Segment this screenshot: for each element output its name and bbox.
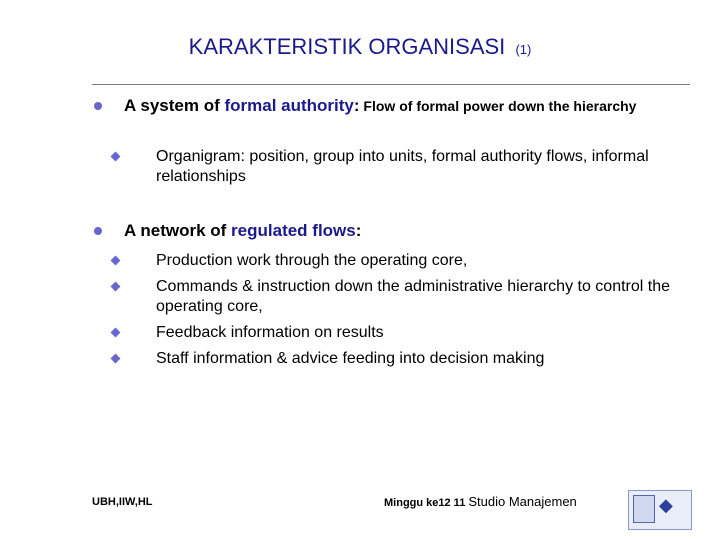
footer-authors: UBH,IIW,HL [92,496,153,508]
diamond-bullet-icon [111,328,121,338]
point-2-accent: regulated flows [231,221,356,240]
itb-logo-icon [628,490,692,530]
slide-title-main: KARAKTERISTIK ORGANISASI [188,34,506,59]
slide-title [0,34,720,60]
title-divider [92,84,690,85]
point-1-rest: Flow of formal power down the hierarchy [359,98,637,114]
bullet-point-2 [124,220,684,242]
diamond-bullet-icon [111,256,121,266]
point-1-colon: : [353,96,360,115]
sub-item-text: Commands & instruction down the administrative hierarchy to control the operating core, [156,278,671,315]
bullet-point-1 [124,95,684,117]
point-1-accent: formal authority [224,96,354,115]
diamond-bullet-icon [111,282,121,292]
sub-item-text: Feedback information on results [156,324,384,341]
sub-item-text: Organigram: position, group into units, formal authority flows, informal relationships [156,148,649,185]
slide-title-number: (1) [515,42,532,57]
sub-item-text: Staff information & advice feeding into decision making [156,350,545,367]
bullet-dot-icon [94,102,102,110]
diamond-bullet-icon [111,354,121,364]
diamond-bullet-icon [111,152,121,162]
footer-course: Studio Manajemen [468,494,577,509]
logo-mark-icon: ◆ [659,495,673,516]
bullet-dot-icon [94,227,102,235]
point-1-prefix: A system of [124,96,225,115]
footer-week: Minggu ke12 11 [384,497,466,509]
point-2-colon: : [355,221,362,240]
point-2-prefix: A network of [124,221,232,240]
footer-center [384,494,577,509]
seal-icon [633,495,655,523]
sub-item-text: Production work through the operating core, [156,252,468,269]
